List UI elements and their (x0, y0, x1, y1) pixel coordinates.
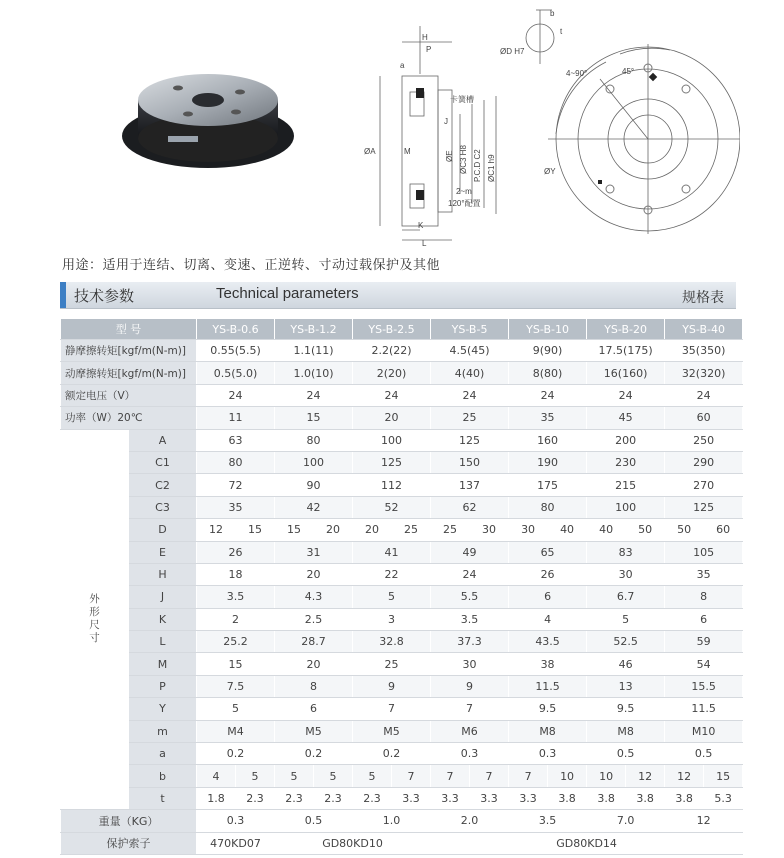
drawing-label-c3: ØC3 H8 (459, 145, 468, 174)
drawing-label-j: J (444, 117, 448, 126)
table-cell: 10 (548, 765, 587, 787)
table-cell: 59 (665, 631, 743, 653)
table-row (61, 563, 743, 585)
table-cell: 15 (197, 653, 275, 675)
table-cell: 9.5 (509, 698, 587, 720)
section-accent (60, 282, 66, 308)
table-cell: 7.5 (197, 675, 275, 697)
table-cell: 50 (665, 519, 704, 541)
table-cell: 8 (665, 586, 743, 608)
drawing-label-oa: ØA (364, 147, 376, 156)
table-cell: 40 (548, 519, 587, 541)
dimension-label: J (129, 586, 197, 608)
dimension-label: C2 (129, 474, 197, 496)
table-cell: 22 (353, 563, 431, 585)
table-cell: 3.3 (509, 787, 548, 809)
table-cell: 24 (431, 384, 509, 406)
table-cell: 7 (353, 698, 431, 720)
header-row (61, 319, 743, 340)
dimension-label: t (129, 787, 197, 809)
drawing-label-t: t (560, 27, 563, 36)
table-cell: 190 (509, 451, 587, 473)
table-cell: 12 (626, 765, 665, 787)
drawing-label-k: K (418, 221, 424, 230)
table-cell: 105 (665, 541, 743, 563)
table-cell: 15.5 (665, 675, 743, 697)
row-label: 额定电压（V） (61, 384, 197, 406)
table-cell: 11 (197, 407, 275, 429)
table-cell: M10 (665, 720, 743, 742)
table-cell: 3.3 (392, 787, 431, 809)
table-cell: 3.8 (587, 787, 626, 809)
table-cell: 28.7 (275, 631, 353, 653)
section-title-cn: 技术参数 (74, 287, 135, 305)
table-cell: 80 (509, 496, 587, 518)
table-cell: 7 (470, 765, 509, 787)
table-cell: 40 (587, 519, 626, 541)
dimension-label: Y (129, 698, 197, 720)
dimension-label: M (129, 653, 197, 675)
table-cell: 5 (275, 765, 314, 787)
table-cell: 125 (665, 496, 743, 518)
table-row (61, 608, 743, 630)
table-cell: 6 (275, 698, 353, 720)
dimension-label: E (129, 541, 197, 563)
table-cell: 125 (353, 451, 431, 473)
table-cell: 12 (665, 765, 704, 787)
table-cell: 35 (509, 407, 587, 429)
table-cell: 4.3 (275, 586, 353, 608)
table-cell: 20 (275, 653, 353, 675)
table-cell: 0.55(5.5) (197, 340, 275, 362)
table-row (61, 496, 743, 518)
table-cell: 2.3 (314, 787, 353, 809)
row-label: 动摩擦转矩[kgf/m(N-m)] (61, 362, 197, 384)
dimension-label: a (129, 743, 197, 765)
table-cell: 72 (197, 474, 275, 496)
table-cell: 65 (509, 541, 587, 563)
drawing-label-l: L (422, 239, 427, 248)
table-cell: 0.2 (353, 743, 431, 765)
drawing-label-card: 卡簧槽 (450, 95, 474, 104)
table-cell: 100 (587, 496, 665, 518)
table-row (61, 698, 743, 720)
table-cell: 125 (431, 429, 509, 451)
table-cell: 50 (626, 519, 665, 541)
table-cell: 0.2 (197, 743, 275, 765)
table-cell: 15 (236, 519, 275, 541)
dimension-label: A (129, 429, 197, 451)
table-cell: 9 (353, 675, 431, 697)
drawing-label-h: H (422, 33, 428, 42)
table-cell: M8 (509, 720, 587, 742)
table-cell: 7 (431, 765, 470, 787)
table-cell: 30 (470, 519, 509, 541)
table-cell: 9.5 (587, 698, 665, 720)
table-cell: 5 (197, 698, 275, 720)
row-label: 功率（W）20℃ (61, 407, 197, 429)
table-cell: 24 (353, 384, 431, 406)
table-row (61, 429, 743, 451)
table-cell: 215 (587, 474, 665, 496)
drawing-label-d: ØD H7 (500, 47, 525, 56)
table-cell: 100 (353, 429, 431, 451)
table-cell: 25 (431, 407, 509, 429)
table-cell: 20 (314, 519, 353, 541)
table-cell: 5.5 (431, 586, 509, 608)
dimension-label: D (129, 519, 197, 541)
table-cell: 9 (431, 675, 509, 697)
usage-text: 用途：适用于连结、切离、变速、正逆转、寸动过载保护及其他 (62, 258, 441, 273)
table-cell: 20 (353, 519, 392, 541)
table-cell: 1.0 (353, 810, 431, 832)
table-cell: 13 (587, 675, 665, 697)
table-cell: 35 (665, 563, 743, 585)
model-header: YS-B-0.6 (197, 319, 275, 340)
table-cell: 100 (275, 451, 353, 473)
table-cell: 35(350) (665, 340, 743, 362)
table-cell: 5 (236, 765, 275, 787)
table-cell: M5 (353, 720, 431, 742)
table-cell: 11.5 (509, 675, 587, 697)
drawing-label-angle1: 4~90° (566, 69, 588, 78)
table-cell: 25 (392, 519, 431, 541)
table-cell: 52.5 (587, 631, 665, 653)
table-cell: 4 (197, 765, 236, 787)
table-cell: 7.0 (587, 810, 665, 832)
table-cell: 9(90) (509, 340, 587, 362)
table-cell: 31 (275, 541, 353, 563)
table-cell: 16(160) (587, 362, 665, 384)
table-cell: 2 (197, 608, 275, 630)
table-cell: 38 (509, 653, 587, 675)
table-cell: 30 (587, 563, 665, 585)
table-cell: 7 (392, 765, 431, 787)
table-cell: 5 (587, 608, 665, 630)
table-cell: 30 (509, 519, 548, 541)
table-cell: 0.3 (197, 810, 275, 832)
table-cell: 5 (353, 586, 431, 608)
table-row (61, 362, 743, 384)
table-cell: 24 (197, 384, 275, 406)
table-cell: 6 (509, 586, 587, 608)
table-cell: 0.3 (509, 743, 587, 765)
spec-table (60, 318, 743, 855)
table-cell: 3.8 (548, 787, 587, 809)
header-model-label: 型 号 (61, 319, 197, 340)
table-cell: 3.5 (431, 608, 509, 630)
table-cell: 0.3 (431, 743, 509, 765)
table-cell: 35 (197, 496, 275, 518)
model-header: YS-B-5 (431, 319, 509, 340)
cover-row (61, 832, 743, 854)
model-header: YS-B-10 (509, 319, 587, 340)
table-cell: 4.5(45) (431, 340, 509, 362)
table-cell: 20 (275, 563, 353, 585)
model-header: YS-B-2.5 (353, 319, 431, 340)
table-cell: 41 (353, 541, 431, 563)
row-label: 重量（KG） (61, 810, 197, 832)
table-row (61, 653, 743, 675)
product-image (118, 48, 298, 178)
table-cell: 25.2 (197, 631, 275, 653)
table-cell: 32.8 (353, 631, 431, 653)
table-cell: 200 (587, 429, 665, 451)
table-cell: 8(80) (509, 362, 587, 384)
table-cell: 7 (431, 698, 509, 720)
table-cell: 52 (353, 496, 431, 518)
table-cell: 250 (665, 429, 743, 451)
table-row (61, 474, 743, 496)
table-cell: 15 (275, 407, 353, 429)
drawing-label-b: b (550, 9, 555, 18)
dimension-group-label: 外 形 尺 寸 (61, 429, 129, 810)
table-cell: 45 (587, 407, 665, 429)
table-cell: 26 (197, 541, 275, 563)
table-cell: 290 (665, 451, 743, 473)
model-header: YS-B-20 (587, 319, 665, 340)
table-cell: 150 (431, 451, 509, 473)
drawing-label-angle2: 45° (622, 67, 635, 76)
table-row (61, 765, 743, 787)
table-cell: 0.5 (275, 810, 353, 832)
table-row (61, 340, 743, 362)
table-cell: 60 (704, 519, 743, 541)
table-cell: 1.8 (197, 787, 236, 809)
table-cell: 2(20) (353, 362, 431, 384)
table-cell: 24 (509, 384, 587, 406)
table-cell: 5.3 (704, 787, 743, 809)
table-cell: 175 (509, 474, 587, 496)
table-row (61, 407, 743, 429)
drawing-label-m: M (404, 147, 411, 156)
dimension-label: m (129, 720, 197, 742)
table-cell: 80 (275, 429, 353, 451)
table-row (61, 787, 743, 809)
table-cell: 2.3 (353, 787, 392, 809)
table-cell: 0.5 (665, 743, 743, 765)
table-cell: 62 (431, 496, 509, 518)
table-cell: 4(40) (431, 362, 509, 384)
technical-drawing (360, 4, 740, 249)
section-header (60, 282, 736, 309)
table-cell: 3.3 (470, 787, 509, 809)
table-cell: 32(320) (665, 362, 743, 384)
table-cell: 2.3 (275, 787, 314, 809)
table-cell: 15 (704, 765, 743, 787)
table-cell: 2.2(22) (353, 340, 431, 362)
drawing-label-e: ØE (445, 150, 454, 162)
model-header: YS-B-1.2 (275, 319, 353, 340)
table-cell: 3.5 (509, 810, 587, 832)
table-cell: 18 (197, 563, 275, 585)
table-cell: 90 (275, 474, 353, 496)
table-cell: M5 (275, 720, 353, 742)
table-cell: 2.3 (236, 787, 275, 809)
dimension-label: H (129, 563, 197, 585)
table-cell: 42 (275, 496, 353, 518)
table-row (61, 451, 743, 473)
table-cell: 3.3 (431, 787, 470, 809)
table-cell: 37.3 (431, 631, 509, 653)
table-cell: 20 (353, 407, 431, 429)
table-cell: 112 (353, 474, 431, 496)
drawing-label-y: ØY (544, 167, 556, 176)
drawing-label-120: 120°配置 (448, 199, 481, 208)
table-cell: 46 (587, 653, 665, 675)
table-cell: 12 (665, 810, 743, 832)
table-cell: 26 (509, 563, 587, 585)
table-cell: 24 (431, 563, 509, 585)
table-cell: 270 (665, 474, 743, 496)
table-cell: GD80KD14 (431, 832, 743, 854)
table-cell: 5 (314, 765, 353, 787)
dimension-label: C3 (129, 496, 197, 518)
table-cell: 54 (665, 653, 743, 675)
table-cell: 6.7 (587, 586, 665, 608)
table-cell: 12 (197, 519, 236, 541)
drawing-label-c1: ØC1 h9 (487, 154, 496, 182)
dimension-label: b (129, 765, 197, 787)
table-cell: 3.5 (197, 586, 275, 608)
table-cell: 1.1(11) (275, 340, 353, 362)
table-cell: 160 (509, 429, 587, 451)
drawing-label-pcd: P.C.D C2 (473, 149, 482, 182)
table-cell: 137 (431, 474, 509, 496)
table-row (61, 631, 743, 653)
table-cell: 3.8 (626, 787, 665, 809)
section-title-en: Technical parameters (216, 285, 359, 302)
table-cell: 6 (665, 608, 743, 630)
table-cell: 24 (587, 384, 665, 406)
table-cell: M6 (431, 720, 509, 742)
table-cell: 0.5 (587, 743, 665, 765)
table-cell: 83 (587, 541, 665, 563)
table-cell: 17.5(175) (587, 340, 665, 362)
table-cell: 4 (509, 608, 587, 630)
table-row (61, 519, 743, 541)
table-cell: 7 (509, 765, 548, 787)
table-cell: 15 (275, 519, 314, 541)
table-cell: 49 (431, 541, 509, 563)
weight-row (61, 810, 743, 832)
row-label: 保护索子 (61, 832, 197, 854)
table-cell: 470KD07 (197, 832, 275, 854)
table-cell: 63 (197, 429, 275, 451)
table-cell: 25 (431, 519, 470, 541)
table-cell: 60 (665, 407, 743, 429)
row-label: 静摩擦转矩[kgf/m(N-m)] (61, 340, 197, 362)
table-cell: 80 (197, 451, 275, 473)
table-row (61, 743, 743, 765)
table-row (61, 720, 743, 742)
table-cell: 10 (587, 765, 626, 787)
table-cell: GD80KD10 (275, 832, 431, 854)
table-cell: 2.0 (431, 810, 509, 832)
drawing-label-a: a (400, 61, 405, 70)
table-cell: 43.5 (509, 631, 587, 653)
table-cell: 2.5 (275, 608, 353, 630)
table-cell: 25 (353, 653, 431, 675)
spec-label: 规格表 (682, 290, 724, 306)
dimension-label: C1 (129, 451, 197, 473)
table-cell: 0.2 (275, 743, 353, 765)
table-cell: 0.5(5.0) (197, 362, 275, 384)
table-row (61, 384, 743, 406)
table-cell: 5 (353, 765, 392, 787)
table-row (61, 586, 743, 608)
table-cell: 3 (353, 608, 431, 630)
table-cell: M8 (587, 720, 665, 742)
table-cell: 1.0(10) (275, 362, 353, 384)
table-cell: 8 (275, 675, 353, 697)
drawing-label-p: P (426, 45, 432, 54)
table-row (61, 675, 743, 697)
dimension-label: L (129, 631, 197, 653)
model-header: YS-B-40 (665, 319, 743, 340)
dimension-label: P (129, 675, 197, 697)
table-cell: 24 (665, 384, 743, 406)
drawing-label-m2: 2~m (456, 187, 472, 196)
table-cell: 24 (275, 384, 353, 406)
dimension-label: K (129, 608, 197, 630)
table-cell: 3.8 (665, 787, 704, 809)
table-cell: 230 (587, 451, 665, 473)
table-row (61, 541, 743, 563)
table-cell: M4 (197, 720, 275, 742)
table-cell: 11.5 (665, 698, 743, 720)
table-cell: 30 (431, 653, 509, 675)
